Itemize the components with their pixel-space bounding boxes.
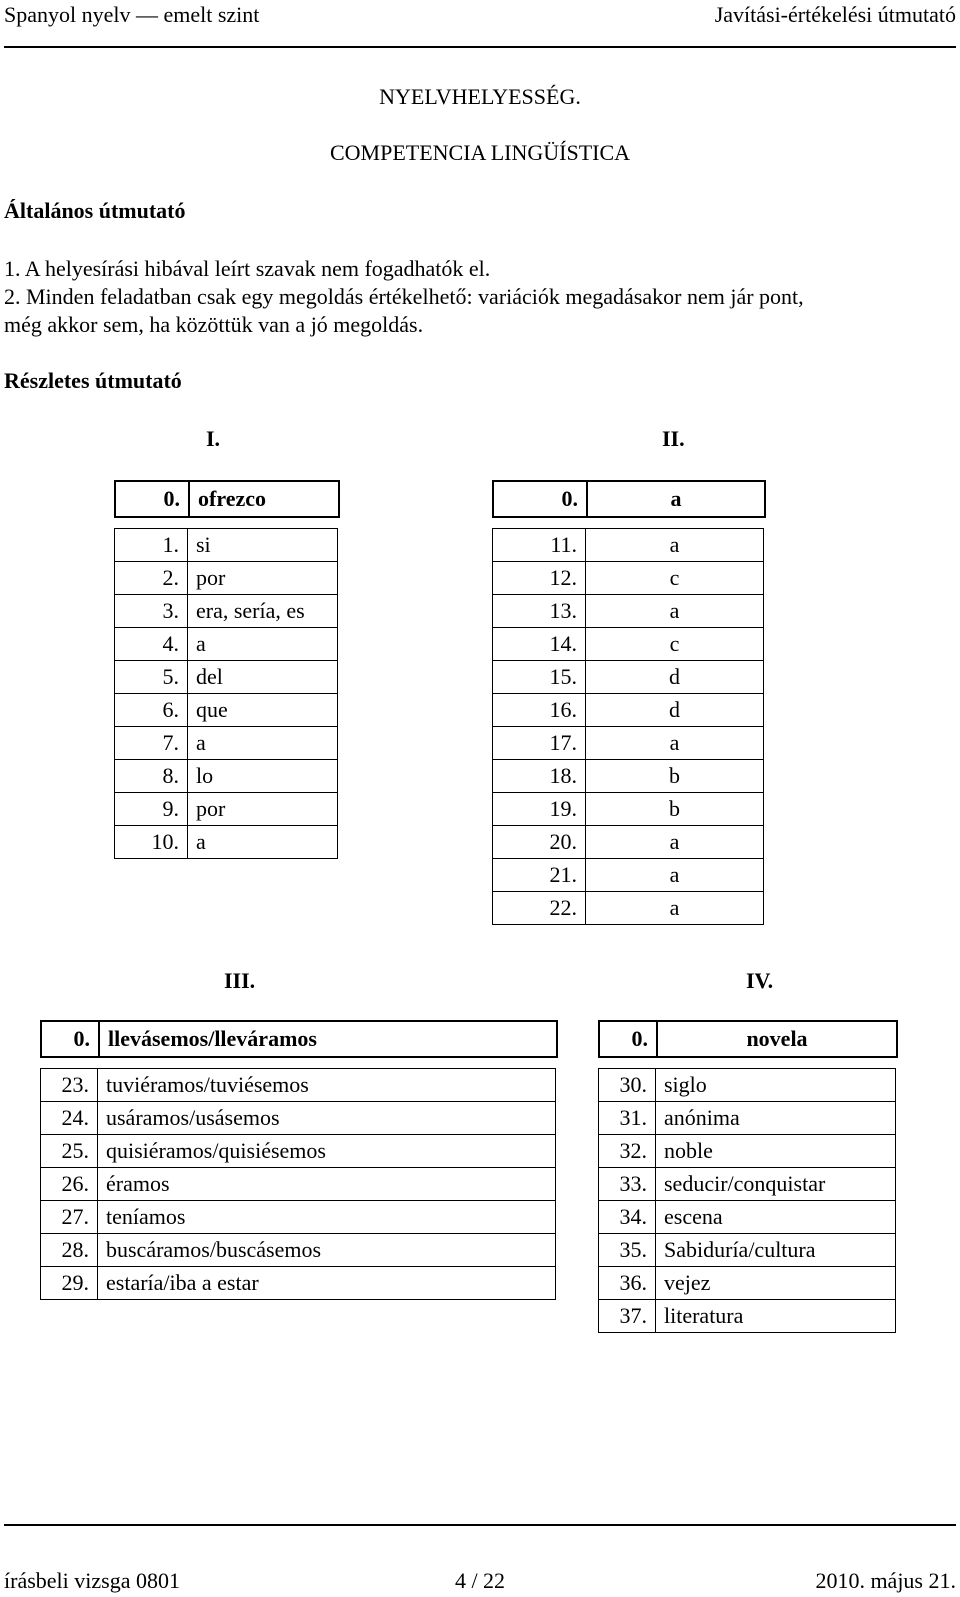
section-3-example-table xyxy=(40,1020,558,1058)
example-row xyxy=(493,481,765,517)
item-number: 31. xyxy=(599,1102,656,1135)
item-number: 10. xyxy=(115,826,188,859)
item-answer: noble xyxy=(656,1135,896,1168)
item-answer: era, sería, es xyxy=(188,595,338,628)
item-number: 1. xyxy=(115,529,188,562)
example-answer: a xyxy=(587,481,765,517)
general-item-2-line-2: még akkor sem, ha közöttük van a jó megoldás. xyxy=(4,312,424,337)
item-answer: siglo xyxy=(656,1069,896,1102)
item-number: 2. xyxy=(115,562,188,595)
example-number: 0. xyxy=(115,481,189,517)
item-answer: d xyxy=(586,694,764,727)
item-number: 25. xyxy=(41,1135,98,1168)
footer-rule xyxy=(4,1524,956,1526)
example-row xyxy=(599,1021,897,1057)
item-number: 34. xyxy=(599,1201,656,1234)
item-answer: literatura xyxy=(656,1300,896,1333)
table-row xyxy=(599,1102,896,1135)
item-answer: a xyxy=(586,595,764,628)
header-rule xyxy=(4,46,956,48)
item-answer: por xyxy=(188,562,338,595)
example-number: 0. xyxy=(599,1021,657,1057)
detailed-heading: Részletes útmutató xyxy=(4,368,182,393)
item-number: 6. xyxy=(115,694,188,727)
example-number: 0. xyxy=(41,1021,99,1057)
page-title: NYELVHELYESSÉG. xyxy=(379,84,581,109)
item-number: 11. xyxy=(493,529,586,562)
section-2-answer-table xyxy=(492,528,764,925)
table-row xyxy=(493,859,764,892)
item-number: 28. xyxy=(41,1234,98,1267)
table-row xyxy=(493,793,764,826)
item-answer: quisiéramos/quisiésemos xyxy=(98,1135,556,1168)
item-answer: escena xyxy=(656,1201,896,1234)
item-answer: por xyxy=(188,793,338,826)
item-number: 23. xyxy=(41,1069,98,1102)
section-1-label: I. xyxy=(206,426,221,451)
table-row xyxy=(493,694,764,727)
table-row xyxy=(599,1135,896,1168)
item-number: 22. xyxy=(493,892,586,925)
table-row xyxy=(493,892,764,925)
table-row xyxy=(599,1300,896,1333)
item-answer: d xyxy=(586,661,764,694)
table-row xyxy=(599,1168,896,1201)
item-number: 21. xyxy=(493,859,586,892)
item-number: 15. xyxy=(493,661,586,694)
item-answer: c xyxy=(586,562,764,595)
item-answer: buscáramos/buscásemos xyxy=(98,1234,556,1267)
item-answer: tuviéramos/tuviésemos xyxy=(98,1069,556,1102)
general-item-2-line-1: 2. Minden feladatban csak egy megoldás értékelhető: variációk megadásakor nem jár pont, xyxy=(4,284,804,309)
general-heading: Általános útmutató xyxy=(4,198,186,223)
table-row xyxy=(115,529,338,562)
header-right: Javítási-értékelési útmutató xyxy=(714,2,956,27)
item-number: 20. xyxy=(493,826,586,859)
item-answer: a xyxy=(188,628,338,661)
item-number: 7. xyxy=(115,727,188,760)
item-number: 30. xyxy=(599,1069,656,1102)
item-number: 36. xyxy=(599,1267,656,1300)
item-number: 12. xyxy=(493,562,586,595)
table-row xyxy=(115,595,338,628)
table-row xyxy=(115,661,338,694)
example-answer: novela xyxy=(657,1021,897,1057)
item-answer: seducir/conquistar xyxy=(656,1168,896,1201)
item-answer: si xyxy=(188,529,338,562)
table-row xyxy=(599,1201,896,1234)
table-row xyxy=(41,1267,556,1300)
table-row xyxy=(493,562,764,595)
item-answer: que xyxy=(188,694,338,727)
footer-right: 2010. május 21. xyxy=(815,1568,956,1593)
table-row xyxy=(599,1267,896,1300)
table-row xyxy=(493,595,764,628)
example-row xyxy=(115,481,339,517)
item-answer: c xyxy=(586,628,764,661)
example-row xyxy=(41,1021,557,1057)
table-row xyxy=(599,1234,896,1267)
item-number: 16. xyxy=(493,694,586,727)
item-number: 8. xyxy=(115,760,188,793)
item-answer: usáramos/usásemos xyxy=(98,1102,556,1135)
item-answer: anónima xyxy=(656,1102,896,1135)
table-row xyxy=(41,1135,556,1168)
item-number: 4. xyxy=(115,628,188,661)
section-2-example-table xyxy=(492,480,766,518)
item-answer: a xyxy=(188,727,338,760)
item-answer: estaría/iba a estar xyxy=(98,1267,556,1300)
table-row xyxy=(115,727,338,760)
general-item-1: 1. A helyesírási hibával leírt szavak nem fogadhatók el. xyxy=(4,256,491,281)
example-number: 0. xyxy=(493,481,587,517)
page-number: 4 / 22 xyxy=(454,1568,506,1593)
table-row xyxy=(115,628,338,661)
item-number: 17. xyxy=(493,727,586,760)
item-answer: a xyxy=(586,529,764,562)
table-row xyxy=(41,1069,556,1102)
item-number: 32. xyxy=(599,1135,656,1168)
table-row xyxy=(493,661,764,694)
item-number: 26. xyxy=(41,1168,98,1201)
item-answer: a xyxy=(188,826,338,859)
table-row xyxy=(493,826,764,859)
table-row xyxy=(115,826,338,859)
item-number: 37. xyxy=(599,1300,656,1333)
item-answer: del xyxy=(188,661,338,694)
section-3-label: III. xyxy=(224,968,256,993)
item-number: 29. xyxy=(41,1267,98,1300)
item-answer: b xyxy=(586,760,764,793)
section-4-example-table xyxy=(598,1020,898,1058)
example-answer: llevásemos/lleváramos xyxy=(99,1021,557,1057)
table-row xyxy=(493,628,764,661)
section-4-answer-table xyxy=(598,1068,896,1333)
item-number: 13. xyxy=(493,595,586,628)
item-number: 35. xyxy=(599,1234,656,1267)
item-answer: a xyxy=(586,859,764,892)
item-answer: a xyxy=(586,826,764,859)
item-number: 19. xyxy=(493,793,586,826)
table-row xyxy=(115,793,338,826)
item-answer: Sabiduría/cultura xyxy=(656,1234,896,1267)
section-1-example-table xyxy=(114,480,340,518)
item-number: 24. xyxy=(41,1102,98,1135)
section-1-answer-table xyxy=(114,528,338,859)
item-answer: a xyxy=(586,892,764,925)
header-left: Spanyol nyelv — emelt szint xyxy=(4,2,260,27)
item-number: 14. xyxy=(493,628,586,661)
table-row xyxy=(41,1168,556,1201)
item-number: 18. xyxy=(493,760,586,793)
section-2-label: II. xyxy=(662,426,685,451)
section-3-answer-table xyxy=(40,1068,556,1300)
table-row xyxy=(115,694,338,727)
table-row xyxy=(493,760,764,793)
table-row xyxy=(599,1069,896,1102)
item-answer: b xyxy=(586,793,764,826)
table-row xyxy=(115,760,338,793)
table-row xyxy=(41,1102,556,1135)
item-answer: teníamos xyxy=(98,1201,556,1234)
section-4-label: IV. xyxy=(746,968,774,993)
item-answer: éramos xyxy=(98,1168,556,1201)
table-row xyxy=(41,1201,556,1234)
table-row xyxy=(41,1234,556,1267)
item-answer: vejez xyxy=(656,1267,896,1300)
item-number: 27. xyxy=(41,1201,98,1234)
table-row xyxy=(493,727,764,760)
item-number: 5. xyxy=(115,661,188,694)
item-answer: lo xyxy=(188,760,338,793)
table-row xyxy=(493,529,764,562)
page-subtitle: COMPETENCIA LINGÜÍSTICA xyxy=(329,140,631,165)
item-number: 3. xyxy=(115,595,188,628)
table-row xyxy=(115,562,338,595)
item-answer: a xyxy=(586,727,764,760)
example-answer: ofrezco xyxy=(189,481,339,517)
item-number: 33. xyxy=(599,1168,656,1201)
footer-left: írásbeli vizsga 0801 xyxy=(4,1568,180,1593)
item-number: 9. xyxy=(115,793,188,826)
